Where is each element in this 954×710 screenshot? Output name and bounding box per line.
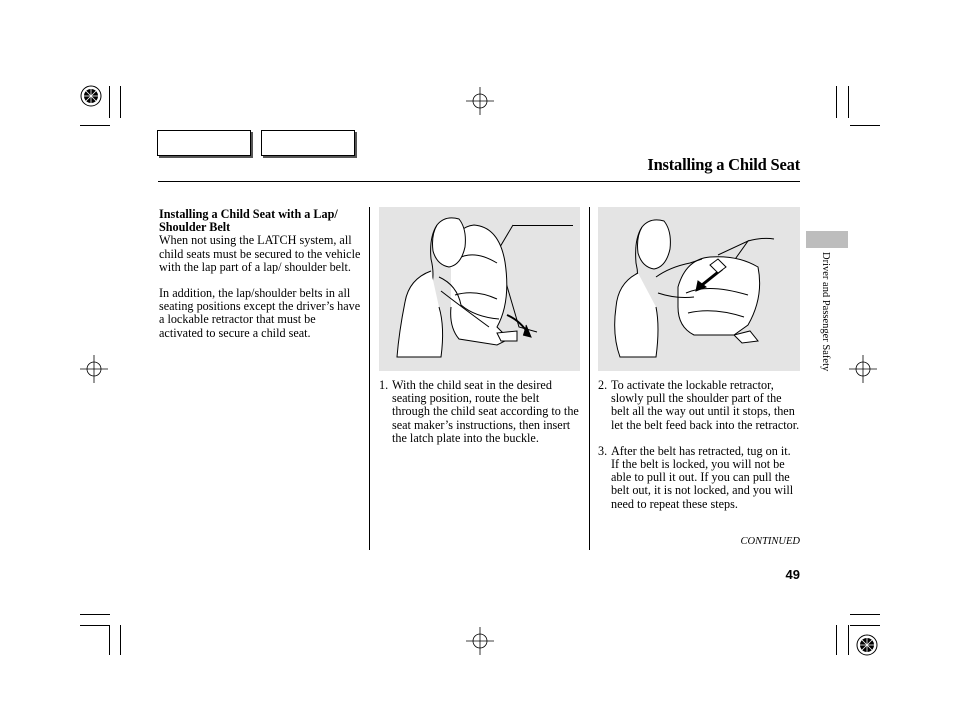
section-heading: Installing a Child Seat with a Lap/ Shoulder Belt [159,207,338,235]
crosshair-left-icon [80,355,108,383]
illustration-routing-belt [379,207,580,371]
page-title: Installing a Child Seat [647,155,800,174]
section-side-tab [806,231,848,248]
page-number: 49 [785,567,800,582]
list-item [379,379,579,445]
step-number: 1. [379,378,389,392]
paragraph-retractor-note: In addition, the lap/shoulder belts in all seating positions except the driver’s have a lockable retractor that must be activated to secure a child seat. [159,286,361,340]
registration-target-top-left-icon [79,84,103,108]
nav-button-table-of-contents[interactable] [261,130,355,156]
paragraph-latch-note: When not using the LATCH system, all child seats must be secured to the vehicle with the lap part of a lap/ shoulder belt. [159,233,361,274]
woman-pulling-belt-icon [598,207,800,371]
illustration-pulling-belt [598,207,800,371]
step-text: To activate the lockable retractor, slowly pull the shoulder part of the belt all the way out until it stops, then let the belt feed back into the retractor. [611,378,800,432]
list-item [598,445,801,511]
crosshair-bottom-icon [466,627,494,655]
column-divider-2 [589,207,590,550]
woman-installing-seat-icon [379,207,580,371]
registration-target-bottom-right-icon [855,633,879,657]
continued-label: CONTINUED [740,536,800,547]
step-text: With the child seat in the desired seating position, route the belt through the child seat according to the seat maker’s instructions, then insert the latch plate into the buckle. [392,378,579,445]
column-divider-1 [369,207,370,550]
left-column [159,208,362,340]
header-rule [158,181,800,182]
step-number: 2. [598,378,608,392]
step-text: After the belt has retracted, tug on it. If the belt is locked, you will not be able to pull it out. If you can pull the belt out, it is not locked, and you will need to repeat these steps. [611,443,794,511]
steps-2-3 [598,379,801,511]
nav-button-main-menu[interactable] [157,130,251,156]
crosshair-right-icon [849,355,877,383]
side-tab-label: Driver and Passenger Safety [820,252,831,372]
crosshair-top-icon [466,87,494,115]
step-1 [379,379,579,445]
list-item [598,379,801,432]
step-number: 3. [598,443,608,458]
